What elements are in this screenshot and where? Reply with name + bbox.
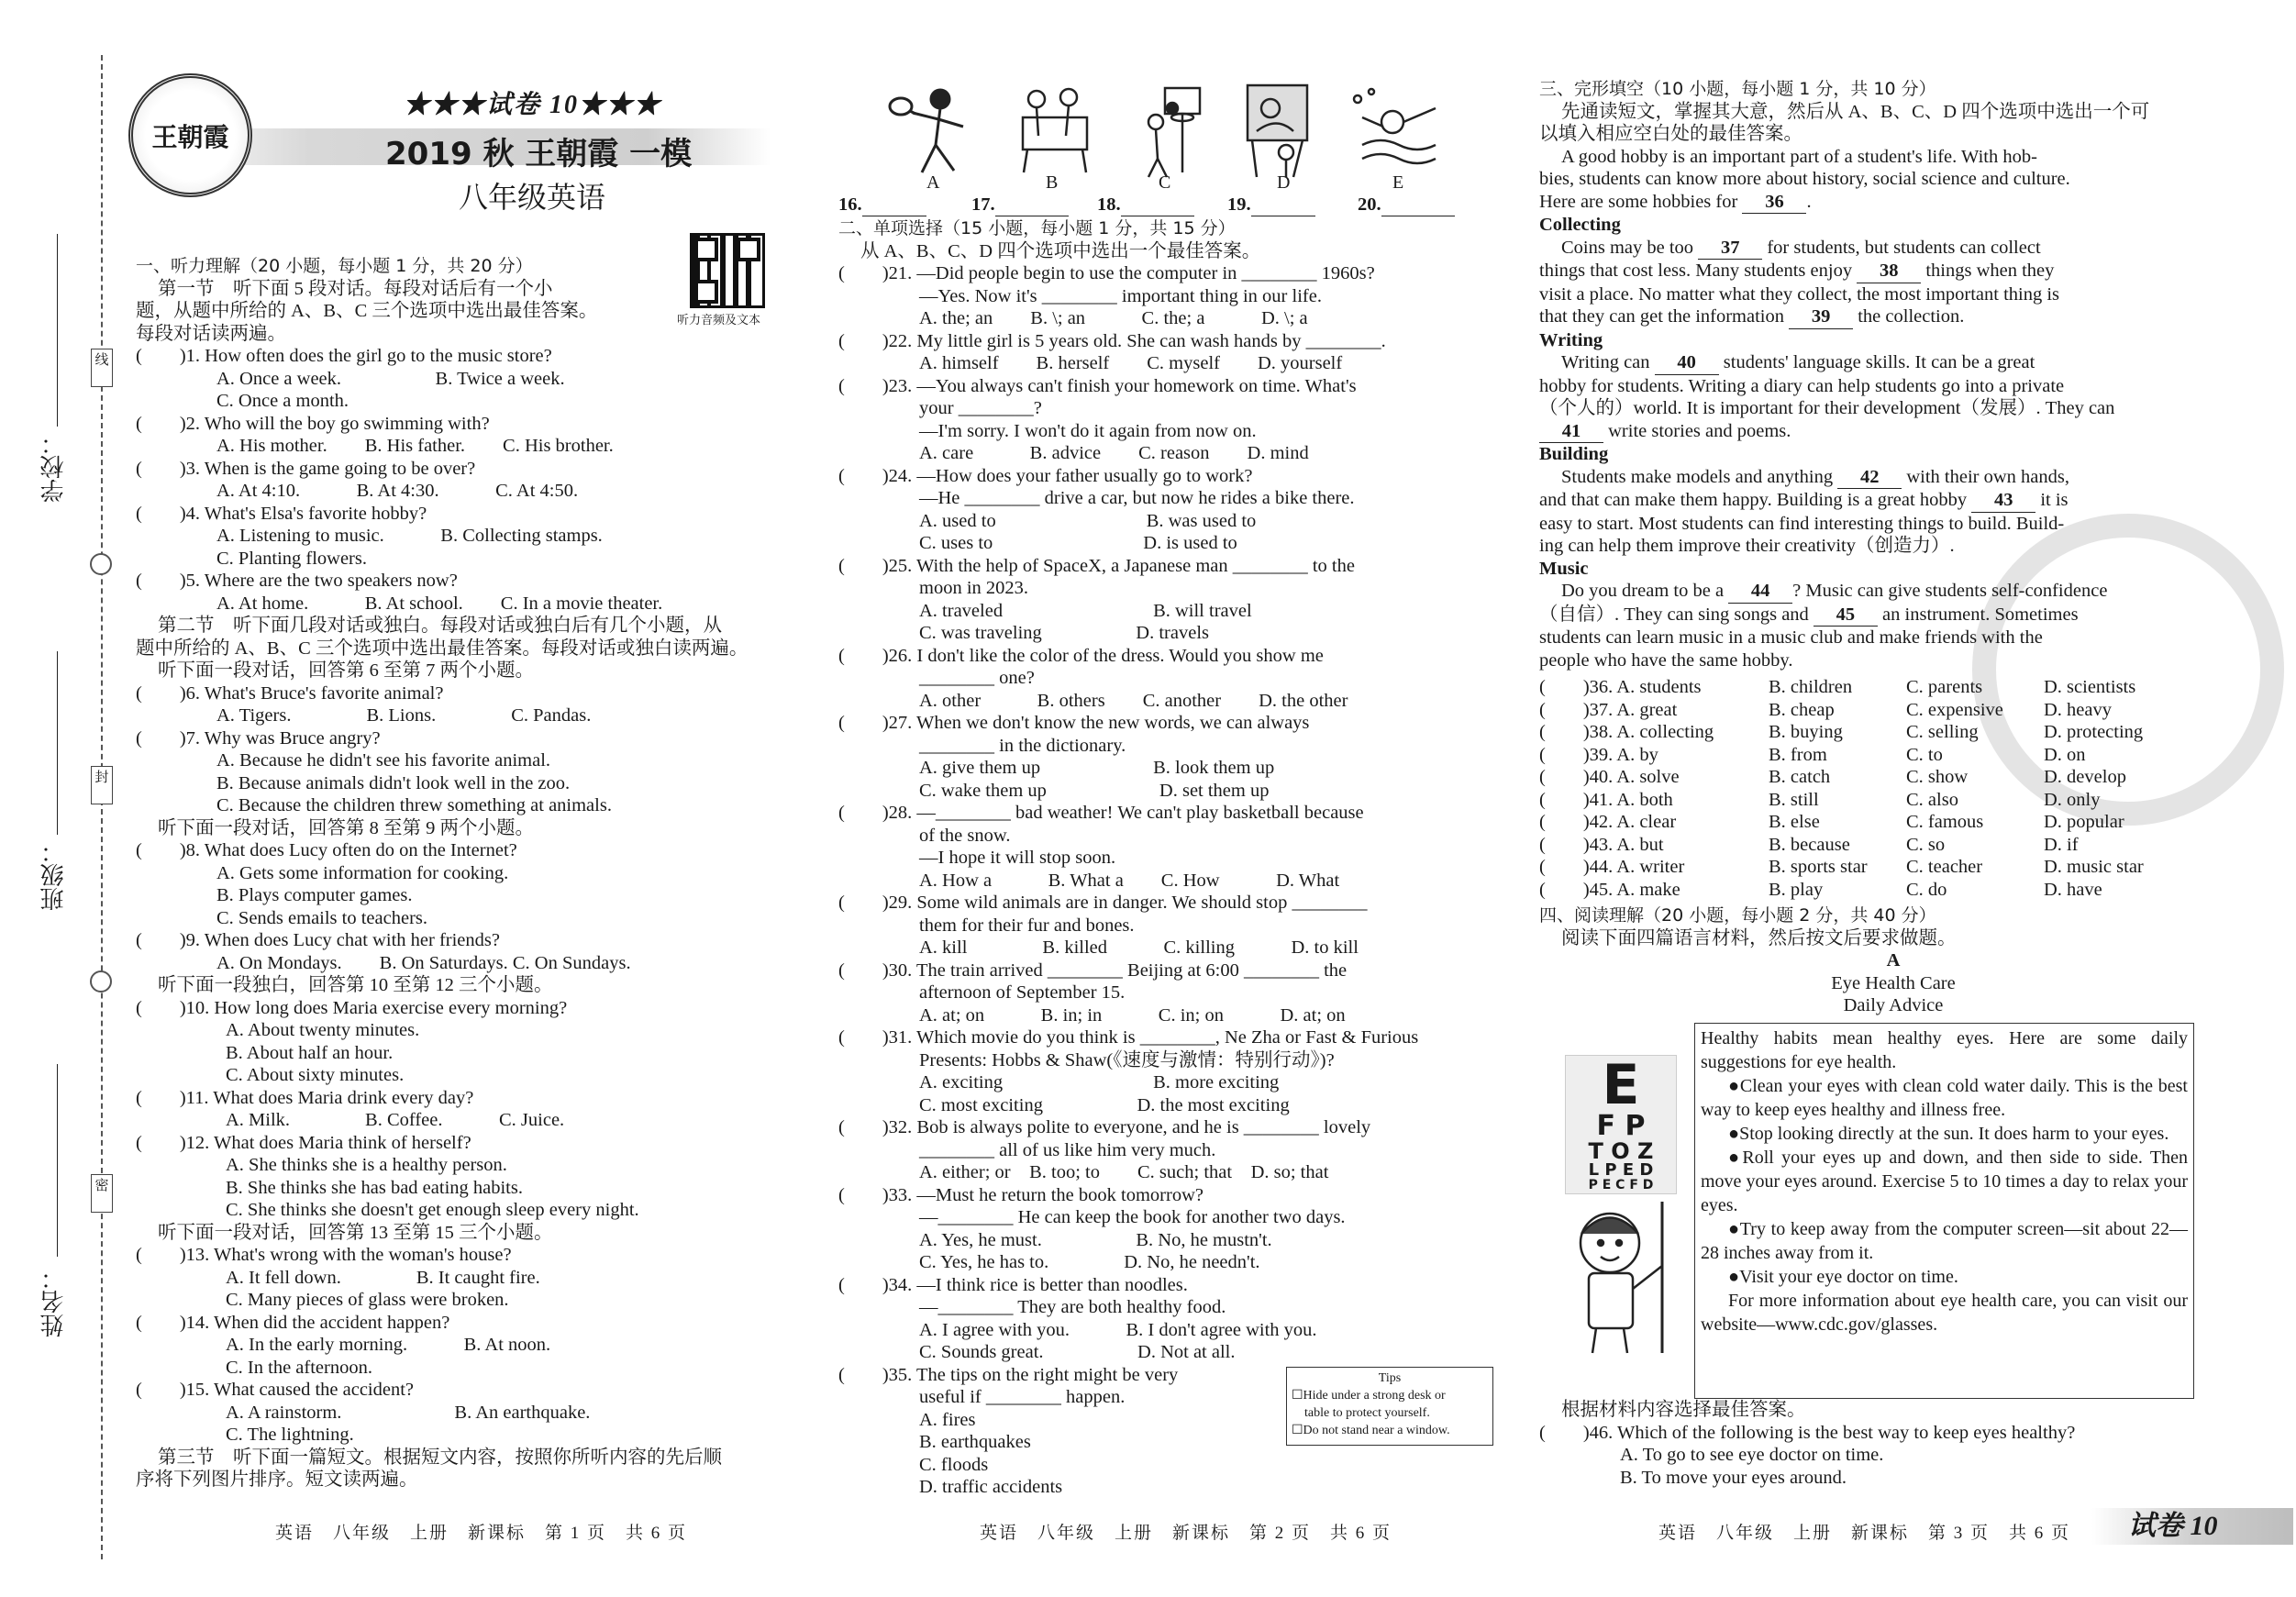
logo-emblem	[128, 73, 252, 197]
cloze-option-cell[interactable]: D. protecting	[2044, 722, 2144, 742]
footer-page-3: 英语 八年级 上册 新课标 第 3 页 共 6 页	[1658, 1524, 2071, 1543]
col1-line[interactable]: ( )10. How long does Maria exercise every morning?	[136, 997, 568, 1018]
picture-d-painting	[1248, 85, 1307, 177]
col1-line[interactable]: ( )15. What caused the accident?	[136, 1380, 415, 1400]
col2-line: ________ all of us like him very much.	[919, 1139, 1216, 1160]
col1-line[interactable]: A. At 4:10. B. At 4:30. C. At 4:50.	[216, 481, 579, 501]
col1-line[interactable]: C. Once a month.	[216, 391, 349, 411]
col2-line: —________ They are both healthy food.	[919, 1297, 1226, 1317]
col2-line[interactable]: ( )24. —How does your father usually go to work?	[838, 465, 1253, 486]
col2-line[interactable]: ( )28. —________ bad weather! We can't play basketball because	[838, 803, 1364, 823]
cloze-blank[interactable]: 39	[1789, 305, 1853, 329]
cloze-option-cell[interactable]: B. buying	[1769, 722, 1843, 742]
cloze-option-cell[interactable]: ( )37. A. great	[1539, 699, 1678, 720]
seal-circle-1	[90, 553, 112, 575]
cloze-option-cell[interactable]: C. famous	[1906, 812, 1984, 832]
cloze-passage-line: （自信）. They can sing songs and 45 an instrument. Sometimes	[1539, 604, 2192, 627]
col1-line[interactable]: A. In the early morning. B. At noon.	[226, 1335, 551, 1355]
col2-line[interactable]: ( )31. Which movie do you think is ________, Ne Zha or Fast & Furious	[838, 1027, 1419, 1048]
col1-line: 听下面一段对话，回答第 8 至第 9 两个小题。	[158, 817, 534, 838]
col2-line[interactable]: A. other B. others C. another D. the other	[919, 690, 1348, 711]
eye-chart-row-1: E	[1602, 1053, 1640, 1117]
picture-label-c: C	[1159, 172, 1171, 193]
cloze-option-cell[interactable]: ( )40. A. solve	[1539, 767, 1680, 787]
cloze-passage-line: Writing can 40 students' language skills. It can be a great	[1539, 351, 2192, 375]
col1-line[interactable]: ( )14. When did the accident happen?	[136, 1312, 450, 1333]
col1-line[interactable]: ( )4. What's Elsa's favorite hobby?	[136, 503, 427, 524]
col2-line[interactable]: D. traffic accidents	[919, 1477, 1063, 1497]
col2-line: 从 A、B、C、D 四个选项中选出一个最佳答案。	[860, 240, 1261, 261]
answer-blank-17[interactable]	[995, 194, 1069, 216]
eye-chart-row-2: F P	[1596, 1110, 1646, 1142]
cloze-option-row[interactable]	[1539, 834, 2192, 857]
col2-line[interactable]: A. exciting B. more exciting	[919, 1072, 1280, 1092]
col1-line: 听下面一段对话，回答第 13 至第 15 三个小题。	[158, 1222, 553, 1243]
col2-line: —He ________ drive a car, but now he rides a bike there.	[919, 488, 1355, 508]
col1-line[interactable]: ( )2. Who will the boy go swimming with?	[136, 413, 490, 434]
col2-line: ________ in the dictionary.	[919, 735, 1126, 756]
tips-line-3: ☐Do not stand near a window.	[1292, 1424, 1450, 1437]
advice-paragraph: ●Visit your eye doctor on time.	[1728, 1267, 1958, 1287]
col1-line[interactable]: A. Once a week. B. Twice a week.	[216, 368, 565, 389]
col2-line[interactable]: ( )23. —You always can't finish your homework on time. What's	[838, 375, 1357, 396]
cloze-option-cell[interactable]: ( )41. A. both	[1539, 789, 1673, 810]
cloze-option-cell[interactable]: B. catch	[1769, 767, 1831, 787]
col1-line[interactable]: C. Many pieces of glass were broken.	[226, 1290, 509, 1310]
col2-line[interactable]: ( )26. I don't like the color of the dress. Would you show me	[838, 645, 1324, 666]
cloze-option-cell[interactable]: D. if	[2044, 834, 2079, 855]
cloze-option-row[interactable]	[1539, 676, 2192, 699]
cloze-option-row[interactable]	[1539, 766, 2192, 789]
cloze-passage-line: visit a place. No matter what they collect, the most important thing is	[1539, 283, 2060, 305]
cloze-option-cell[interactable]: C. selling	[1906, 722, 1979, 742]
col2-line[interactable]: ( )25. With the help of SpaceX, a Japanese man ________ to the	[838, 555, 1355, 576]
name-label: 姓名：	[40, 1266, 68, 1337]
advice-paragraph: ●Clean your eyes with clean cold water daily. This is the best way to keep eyes healthy and illness free.	[1701, 1076, 2188, 1120]
cloze-option-row[interactable]	[1539, 699, 2192, 722]
col2-line: 二、单项选择（15 小题，每小题 1 分，共 15 分）	[838, 218, 1236, 238]
col1-line: 序将下列图片排序。短文读两遍。	[136, 1469, 418, 1490]
col1-line[interactable]: ( )13. What's wrong with the woman's house?	[136, 1245, 512, 1265]
col1-line[interactable]: A. At home. B. At school. C. In a movie theater.	[216, 593, 663, 614]
column-3	[1539, 78, 2192, 671]
footer-page-2: 英语 八年级 上册 新课标 第 2 页 共 6 页	[980, 1524, 1392, 1543]
cloze-passage-line: 41 write stories and poems.	[1539, 420, 2192, 444]
col2-line: useful if ________ happen.	[919, 1387, 1126, 1407]
school-field[interactable]	[57, 234, 58, 427]
col2-line: ________ one?	[919, 668, 1035, 688]
footer-paper-tag	[2091, 1508, 2293, 1545]
eye-chart-row-4: L P E D	[1588, 1160, 1654, 1180]
col1-line[interactable]: ( )12. What does Maria think of herself?	[136, 1132, 471, 1153]
picture-label-a: A	[926, 172, 940, 193]
col2-line[interactable]: A. used to B. was used to	[919, 510, 1257, 531]
reading-question-instruction: 根据材料内容选择最佳答案。	[1561, 1400, 1806, 1420]
cloze-option-cell[interactable]: ( )38. A. collecting	[1539, 722, 1714, 742]
col2-line[interactable]: B. earthquakes	[919, 1432, 1031, 1452]
cloze-passage-line: 三、完形填空（10 小题，每小题 1 分，共 10 分）	[1539, 79, 1936, 99]
cloze-option-cell[interactable]: B. play	[1769, 879, 1824, 900]
column-1	[136, 255, 805, 1492]
seal-mark-close: 密	[91, 1174, 113, 1213]
cloze-option-row[interactable]	[1539, 789, 2192, 812]
qr-caption: 听力音频及文本	[677, 314, 761, 327]
col1-line[interactable]: A. Because he didn't see his favorite animal.	[216, 750, 551, 771]
col1-line: 第三节 听下面一篇短文。根据短文内容，按照你所听内容的先后顺	[158, 1447, 722, 1468]
seal-mark-seal: 封	[91, 766, 113, 804]
col1-line[interactable]: A. A rainstorm. B. An earthquake.	[226, 1402, 591, 1423]
cloze-option-cell[interactable]: C. also	[1906, 789, 1958, 810]
cloze-option-cell[interactable]: ( )42. A. clear	[1539, 812, 1677, 832]
reading-questions	[1539, 1399, 2192, 1489]
cloze-option-cell[interactable]: D. scientists	[2044, 677, 2136, 697]
advice-paragraph: ●Stop looking directly at the sun. It does harm to your eyes.	[1728, 1124, 2169, 1144]
cloze-passage-line: A good hobby is an important part of a student's life. With hob-	[1561, 146, 2037, 167]
col2-line[interactable]: A. at; on B. in; in C. in; on D. at; on	[919, 1004, 1346, 1026]
picture-e-swimming	[1354, 89, 1436, 163]
cloze-passage-line: hobby for students. Writing a diary can help students go into a private	[1539, 375, 2065, 396]
col2-line[interactable]: ( )22. My little girl is 5 years old. She can wash hands by ________.	[838, 330, 1386, 351]
cloze-option-cell[interactable]: B. cheap	[1769, 699, 1835, 720]
picture-b-bench	[1023, 89, 1087, 172]
picture-c-basketball	[1148, 88, 1200, 177]
col1-line: 每段对话读两遍。	[136, 323, 286, 344]
col1-line[interactable]: B. Plays computer games.	[216, 885, 413, 905]
cloze-option-row[interactable]	[1539, 879, 2192, 902]
cloze-passage-line: Building	[1539, 444, 1609, 464]
cloze-option-cell[interactable]: B. else	[1769, 812, 1820, 832]
cloze-option-cell[interactable]: C. parents	[1906, 677, 1983, 697]
cloze-passage-line: Collecting	[1539, 215, 1621, 235]
cloze-option-cell[interactable]: B. from	[1769, 744, 1827, 765]
col2-line[interactable]: A. either; or B. too; to C. such; that D. so; that	[919, 1162, 1329, 1182]
col2-line: them for their fur and bones.	[919, 915, 1135, 936]
col1-line[interactable]: ( )9. When does Lucy chat with her friends?	[136, 930, 500, 950]
cloze-blank[interactable]: 38	[1857, 260, 1921, 283]
col2-line[interactable]: ( )34. —I think rice is better than noodles.	[838, 1274, 1188, 1295]
answer-blank-16[interactable]	[862, 194, 926, 216]
cloze-option-cell[interactable]: C. teacher	[1906, 857, 1983, 877]
cloze-option-cell[interactable]: C. so	[1906, 834, 1946, 855]
cloze-option-cell[interactable]: D. on	[2044, 744, 2086, 765]
cloze-passage-line: things that cost less. Many students enjoy 38 things when they	[1539, 260, 2192, 283]
cloze-blank[interactable]: 36	[1742, 191, 1806, 215]
cloze-option-cell[interactable]: C. show	[1906, 767, 1969, 787]
cloze-passage-line: easy to start. Most students can find interesting things to build. Build-	[1539, 513, 2065, 534]
col2-line: —I'm sorry. I won't do it again from now on.	[919, 420, 1257, 441]
col1-line: 第一节 听下面 5 段对话。每段对话后有一个小	[158, 278, 553, 299]
cloze-option-cell[interactable]: ( )39. A. by	[1539, 744, 1658, 765]
tips-line-1: ☐Hide under a strong desk or	[1292, 1389, 1446, 1403]
cloze-passage-line: 以填入相应空白处的最佳答案。	[1539, 124, 1802, 144]
cloze-option-cell[interactable]: B. because	[1769, 834, 1850, 855]
passage-title: Eye Health Care	[1831, 972, 1956, 993]
paper-number: ★★★试卷 10★★★	[404, 91, 662, 119]
eye-chart-row-5: P E C F D	[1588, 1178, 1654, 1192]
advice-paragraph: Healthy habits mean healthy eyes. Here are some daily suggestions for eye health.	[1701, 1028, 2188, 1072]
col2-line[interactable]: A. fires	[919, 1409, 976, 1430]
col1-line[interactable]: A. His mother. B. His father. C. His brother.	[216, 436, 614, 456]
col1-line[interactable]: A. On Mondays. B. On Saturdays. C. On Sundays.	[216, 952, 631, 973]
col1-line[interactable]: A. She thinks she is a healthy person.	[226, 1155, 507, 1175]
col1-line: 题，从题中所给的 A、B、C 三个选项中选出最佳答案。	[136, 301, 598, 321]
reading-instruction: 阅读下面四篇语言材料，然后按文后要求做题。	[1561, 927, 1957, 948]
col1-line: 一、听力理解（20 小题，每小题 1 分，共 20 分）	[136, 256, 533, 276]
cloze-passage-line: bies, students can know more about history, social science and culture.	[1539, 169, 2070, 189]
picture-label-e: E	[1392, 172, 1404, 193]
cloze-passage-line: Music	[1539, 558, 1589, 579]
exam-title: 2019 秋 王朝霞 一模	[385, 136, 693, 172]
col2-line: Presents: Hobbs & Shaw(《速度与激情：特别行动》)?	[919, 1049, 1335, 1070]
column-2	[838, 217, 1499, 1499]
passage-letter: A	[1886, 950, 1901, 970]
eye-chart	[1565, 1055, 1677, 1194]
picture-label-d: D	[1277, 172, 1291, 193]
cloze-passage-line: people who have the same hobby.	[1539, 649, 1793, 671]
cloze-passage-line: 先通读短文，掌握其大意，然后从 A、B、C、D 四个选项中选出一个可	[1561, 101, 2150, 122]
col2-line[interactable]: A. give them up B. look them up	[919, 758, 1275, 778]
col1-line[interactable]: C. Planting flowers.	[216, 548, 367, 569]
cloze-passage-line: Here are some hobbies for 36 .	[1539, 191, 2192, 215]
col2-line[interactable]: C. wake them up D. set them up	[919, 780, 1270, 801]
cloze-option-cell[interactable]: ( )44. A. writer	[1539, 857, 1685, 877]
cloze-option-row[interactable]	[1539, 856, 2192, 879]
cloze-option-cell[interactable]: D. only	[2044, 789, 2101, 810]
col2-line[interactable]: A. himself B. herself C. myself D. yourself	[919, 353, 1343, 373]
tips-line-2: table to protect yourself.	[1304, 1406, 1430, 1420]
col1-line[interactable]: A. Gets some information for cooking.	[216, 862, 509, 883]
cloze-passage-line: ing can help them improve their creativity（创造力）.	[1539, 536, 1955, 556]
passage-subtitle: Daily Advice	[1843, 995, 1944, 1015]
logo-text: 王朝霞	[151, 121, 229, 152]
col2-line[interactable]: ( )35. The tips on the right might be very	[838, 1364, 1179, 1385]
cloze-options	[1539, 676, 2192, 901]
col2-line: —________ He can keep the book for another two days.	[919, 1207, 1346, 1227]
exam-subtitle: 八年级英语	[459, 180, 606, 215]
col1-line[interactable]: C. Sends emails to teachers.	[216, 907, 428, 928]
cloze-option-cell[interactable]: ( )45. A. make	[1539, 879, 1680, 900]
cloze-blank[interactable]: 44	[1728, 580, 1792, 604]
col1-line[interactable]: A. Listening to music. B. Collecting stamps.	[216, 526, 603, 546]
col1-line: 第二节 听下面几段对话或独白。每段对话或独白后有几个小题，从	[158, 616, 722, 636]
tips-box	[1286, 1367, 1493, 1446]
cloze-passage-line: Coins may be too 37 for students, but students can collect	[1539, 237, 2192, 261]
cloze-option-cell[interactable]: C. expensive	[1906, 699, 2003, 720]
col2-line[interactable]: A. the; an B. \; an C. the; a D. \; a	[919, 308, 1308, 328]
cloze-passage-line: students can learn music in a music club and make friends with the	[1539, 627, 2043, 648]
col2-line: —Yes. Now it's ________ important thing in our life.	[919, 285, 1322, 306]
col2-line[interactable]: A. How a B. What a C. How D. What	[919, 870, 1340, 891]
tips-title: Tips	[1378, 1371, 1402, 1385]
advice-paragraph: ●Try to keep away from the computer screen—sit about 22—28 inches away from it.	[1701, 1219, 2188, 1263]
col2-line: —I hope it will stop soon.	[919, 848, 1116, 868]
col1-line[interactable]: A. Tigers. B. Lions. C. Pandas.	[216, 705, 592, 726]
col1-line[interactable]: B. About half an hour.	[226, 1042, 394, 1063]
picture-a-tennis	[890, 90, 963, 172]
advice-paragraph: ●Roll your eyes up and down, and then side to side. Then move your eyes around. Exercise 5 to 10 times a day to relax your eyes.	[1701, 1148, 2188, 1215]
cloze-option-cell[interactable]: D. music star	[2044, 857, 2144, 877]
eye-chart-row-3: T O Z	[1588, 1138, 1654, 1164]
col2-line: afternoon of September 15.	[919, 982, 1126, 1003]
col1-line[interactable]: ( )5. Where are the two speakers now?	[136, 571, 458, 591]
cloze-option-row[interactable]	[1539, 721, 2192, 744]
picture-label-b: B	[1046, 172, 1059, 193]
cloze-passage-line: Writing	[1539, 329, 1603, 350]
col2-line: of the snow.	[919, 825, 1011, 846]
cloze-blank[interactable]: 40	[1655, 351, 1719, 375]
col1-line[interactable]: ( )11. What does Maria drink every day?	[136, 1087, 474, 1108]
cloze-option-cell[interactable]: C. to	[1906, 744, 1943, 765]
cloze-blank[interactable]: 41	[1539, 420, 1603, 444]
col1-line[interactable]: ( )8. What does Lucy often do on the Internet?	[136, 840, 517, 860]
cloze-option-cell[interactable]: D. popular	[2044, 812, 2124, 832]
cloze-option-cell[interactable]: B. still	[1769, 789, 1819, 810]
col2-line[interactable]: A. Yes, he must. B. No, he mustn't.	[919, 1229, 1272, 1250]
footer-page-1: 英语 八年级 上册 新课标 第 1 页 共 6 页	[275, 1524, 688, 1543]
seal-mark-line: 线	[91, 349, 113, 387]
col2-line[interactable]: C. floods	[919, 1454, 989, 1475]
col2-line[interactable]: ( )29. Some wild animals are in danger. We should stop ________	[838, 893, 1368, 913]
cloze-blank[interactable]: 37	[1698, 237, 1762, 261]
cloze-option-cell[interactable]: D. develop	[2044, 767, 2126, 787]
boy-with-pointer-illustration	[1559, 1202, 1679, 1358]
cloze-option-cell[interactable]: ( )36. A. students	[1539, 677, 1702, 697]
col1-line[interactable]: A. It fell down. B. It caught fire.	[226, 1267, 540, 1288]
answer-blank-19[interactable]	[1251, 194, 1315, 216]
col2-line[interactable]: C. Yes, he has to. D. No, he needn't.	[919, 1252, 1260, 1272]
reading-section	[1539, 904, 2192, 1017]
col1-line[interactable]: B. Because animals didn't look well in the zoo.	[216, 772, 571, 793]
col1-line: 听下面一段独白，回答第 10 至第 12 三个小题。	[158, 975, 553, 995]
col1-line[interactable]: C. Because the children threw something at animals.	[216, 795, 612, 815]
cloze-passage-line: （个人的）world. It is important for their development（发展）. They can	[1539, 398, 2115, 418]
cloze-passage-line: Students make models and anything 42 with their own hands,	[1539, 466, 2192, 490]
advice-box	[1694, 1023, 2194, 1399]
col2-line[interactable]: ( )21. —Did people begin to use the computer in ________ 1960s?	[838, 263, 1375, 283]
col2-line[interactable]: C. uses to D. is used to	[919, 533, 1237, 553]
col1-line: 听下面一段对话，回答第 6 至第 7 两个小题。	[158, 660, 534, 681]
question-46-option-a[interactable]: A. To go to see eye doctor on time.	[1620, 1445, 1884, 1465]
col1-line[interactable]: ( )1. How often does the girl go to the music store?	[136, 346, 552, 366]
col1-line[interactable]: C. She thinks she doesn't get enough sleep every night.	[226, 1200, 639, 1220]
col2-line: moon in 2023.	[919, 578, 1029, 598]
col2-line[interactable]: ( )32. Bob is always polite to everyone, and he is ________ lovely	[838, 1117, 1371, 1137]
binding-line	[101, 55, 103, 1559]
cloze-option-cell[interactable]: C. do	[1906, 879, 1947, 900]
cloze-option-cell[interactable]: D. have	[2044, 879, 2102, 900]
col2-line[interactable]: ( )30. The train arrived ________ Beijing at 6:00 ________ the	[838, 959, 1348, 981]
class-field[interactable]	[57, 651, 58, 835]
cloze-blank[interactable]: 43	[1971, 489, 2035, 513]
cloze-option-cell[interactable]: D. heavy	[2044, 699, 2113, 720]
col2-line[interactable]: C. was traveling D. travels	[919, 623, 1209, 643]
col1-line[interactable]: C. In the afternoon.	[226, 1357, 372, 1378]
question-46-option-b[interactable]: B. To move your eyes around.	[1620, 1467, 1847, 1488]
col2-line[interactable]: A. care B. advice C. reason D. mind	[919, 443, 1309, 463]
advice-paragraph: For more information about eye health care, you can visit our website—www.cdc.gov/glasses.	[1701, 1291, 2188, 1335]
cloze-passage-line: Do you dream to be a 44 ? Music can give students self-confidence	[1539, 580, 2192, 604]
col1-line[interactable]: B. She thinks she has bad eating habits.	[226, 1177, 523, 1198]
answer-blank-18[interactable]	[1121, 194, 1194, 216]
col1-line[interactable]: C. About sixty minutes.	[226, 1065, 405, 1085]
col1-line[interactable]: ( )7. Why was Bruce angry?	[136, 727, 381, 749]
question-46: ( )46. Which of the following is the best way to keep eyes healthy?	[1539, 1422, 2076, 1443]
name-field[interactable]	[57, 1064, 58, 1257]
col1-line[interactable]: A. About twenty minutes.	[226, 1020, 420, 1040]
col1-line[interactable]: A. Milk. B. Coffee. C. Juice.	[226, 1110, 565, 1130]
class-label: 班级：	[40, 839, 68, 911]
col1-line[interactable]: ( )3. When is the game going to be over?	[136, 458, 476, 479]
cloze-blank[interactable]: 42	[1837, 466, 1902, 490]
reading-section-title: 四、阅读理解（20 小题，每小题 2 分，共 40 分）	[1539, 905, 1936, 926]
col2-line[interactable]: C. Sounds great. D. Not at all.	[919, 1342, 1236, 1362]
col2-line[interactable]: ( )27. When we don't know the new words, we can always	[838, 713, 1310, 733]
col2-line[interactable]: A. traveled B. will travel	[919, 600, 1252, 621]
cloze-passage-line: and that can make them happy. Building is a great hobby 43 it is	[1539, 489, 2192, 513]
col2-line[interactable]: ( )33. —Must he return the book tomorrow?	[838, 1184, 1203, 1205]
cloze-passage-line: that they can get the information 39 the collection.	[1539, 305, 2192, 329]
cloze-option-cell[interactable]: ( )43. A. but	[1539, 834, 1664, 855]
col1-line[interactable]: C. The lightning.	[226, 1425, 354, 1445]
cloze-option-row[interactable]	[1539, 744, 2192, 767]
cloze-blank[interactable]: 45	[1814, 604, 1878, 627]
school-label: 学校：	[40, 431, 68, 503]
seal-circle-2	[90, 970, 112, 993]
answer-blank-20[interactable]	[1381, 194, 1455, 216]
paper-tag-text: 试卷 10	[2128, 1511, 2218, 1541]
cloze-option-cell[interactable]: B. children	[1769, 677, 1853, 697]
col2-line[interactable]: A. I agree with you. B. I don't agree with you.	[919, 1319, 1317, 1340]
col1-line: 题中所给的 A、B、C 三个选项中选出最佳答案。每段对话或独白读两遍。	[136, 638, 749, 659]
col2-line: your ________?	[919, 398, 1042, 418]
cloze-option-cell[interactable]: B. sports star	[1769, 857, 1868, 877]
col2-line[interactable]: C. most exciting D. the most exciting	[919, 1094, 1290, 1115]
col1-line[interactable]: ( )6. What's Bruce's favorite animal?	[136, 682, 444, 704]
col2-line[interactable]: A. kill B. killed C. killing D. to kill	[919, 937, 1359, 958]
cloze-option-row[interactable]	[1539, 811, 2192, 834]
